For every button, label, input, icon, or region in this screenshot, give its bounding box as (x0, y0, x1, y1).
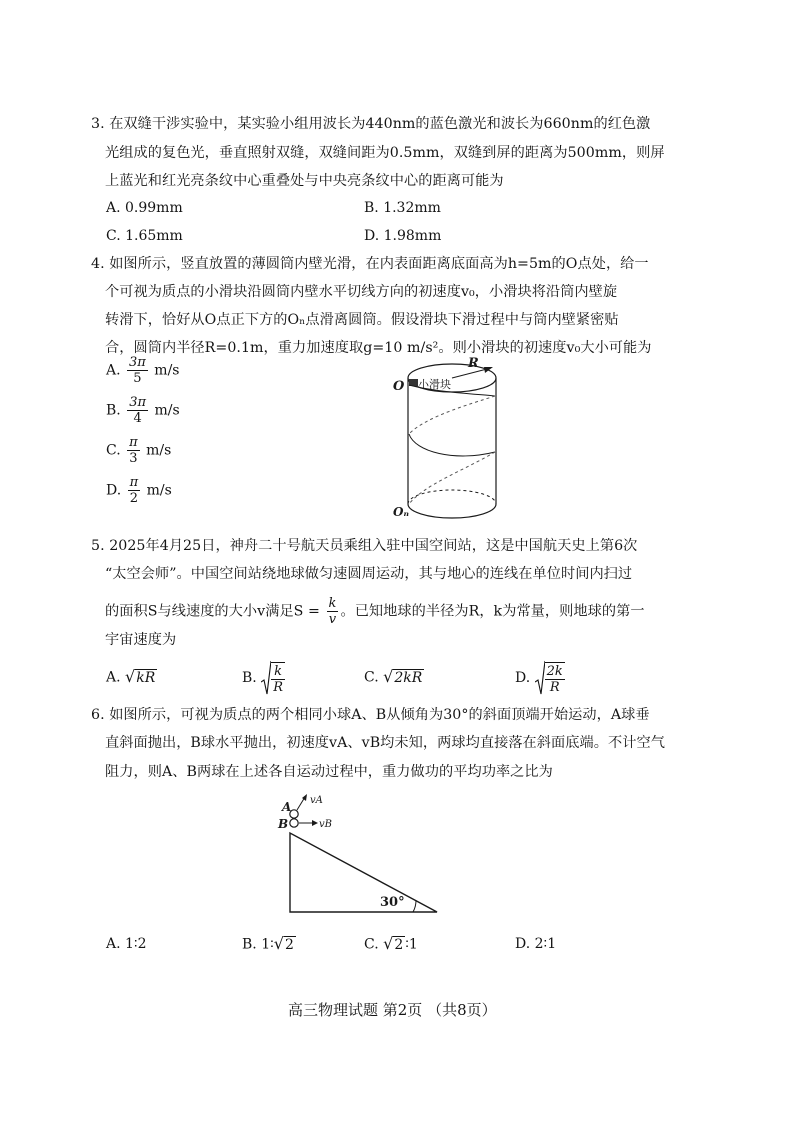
helix-back-2 (409, 452, 495, 504)
ball-b (290, 819, 298, 827)
fraction-denominator: 2 (129, 491, 139, 506)
fraction-denominator: 5 (133, 371, 142, 386)
q5-line-3-prefix: 的面积S与线速度的大小v满足S = (105, 603, 320, 620)
helix-front-2 (409, 434, 495, 456)
sqrt-expression (125, 667, 157, 688)
option-letter: A. (106, 362, 121, 379)
q3-line-3: 上蓝光和红光亮条纹中心重叠处与中央亮条纹中心的距离可能为 (105, 173, 504, 189)
radicand: 2 (284, 937, 294, 953)
radicand: 2kR (394, 670, 423, 686)
velocity-b-arrowhead (312, 820, 318, 826)
q6-option-b[interactable] (242, 934, 296, 955)
label-vB: vB (319, 819, 332, 830)
q3-line-2: 光组成的复色光，垂直照射双缝，双缝间距为0.5mm，双缝到屏的距离为500mm，则屏 (105, 145, 665, 161)
fraction (271, 662, 285, 695)
option-unit: m/s (146, 482, 172, 499)
fraction (127, 435, 140, 466)
fraction-numerator: π (129, 475, 139, 490)
q3-option-a[interactable]: A. 0.99mm (106, 200, 183, 216)
fraction (128, 475, 141, 506)
sqrt-expression (274, 934, 296, 955)
option-letter: C. (106, 442, 121, 459)
q3-option-c[interactable]: C. 1.65mm (106, 228, 183, 244)
option-value-prefix: 1∶ (261, 936, 274, 953)
radical-sign (261, 660, 271, 696)
fraction (127, 395, 148, 426)
label-R: R (468, 356, 479, 371)
fraction-denominator: v (328, 612, 337, 627)
option-value-suffix: ∶1 (405, 936, 418, 953)
q5-option-b[interactable] (242, 660, 285, 696)
option-letter: D. (515, 670, 531, 686)
option-value: 2∶1 (534, 936, 557, 952)
option-value: 1∶2 (125, 936, 147, 952)
q5-line-3-suffix: 。已知地球的半径为R，k为常量，则地球的第一 (340, 603, 645, 620)
option-letter: B. (242, 670, 257, 686)
q5-option-c[interactable] (364, 667, 424, 688)
q3-option-b[interactable]: B. 1.32mm (364, 200, 441, 216)
radical-sign: √ (125, 667, 136, 686)
q4-line-1: 4. 如图所示，竖直放置的薄圆筒内壁光滑，在内表面距离底面高为h=5m的O点处，给一 (91, 256, 649, 272)
label-A: A (282, 800, 292, 814)
fraction-denominator: R (549, 679, 560, 695)
q5-line-1: 5. 2025年4月25日，神舟二十号航天员乘组入驻中国空间站，这是中国航天史上第6次 (91, 538, 638, 554)
sqrt-expression (383, 934, 405, 955)
radical-sign: √ (383, 934, 394, 953)
q5-line-4: 宇宙速度为 (105, 632, 177, 648)
angle-label: 30° (380, 895, 405, 910)
option-letter: A. (106, 669, 121, 686)
q6-option-d[interactable] (515, 934, 556, 954)
radical-sign: √ (273, 934, 284, 953)
q3-line-1: 3. 在双缝干涉实验中，某实验小组用波长为440nm的蓝色激光和波长为660nm的红色激 (91, 116, 651, 132)
q5-option-a[interactable] (106, 667, 157, 688)
radicand: 2 (394, 937, 404, 953)
sqrt-fraction (535, 660, 565, 696)
label-B: B (278, 817, 289, 831)
option-unit: m/s (154, 402, 180, 419)
q4-line-4: 合，圆筒内半径R=0.1m，重力加速度取g=10 m/s²。则小滑块的初速度v₀大小可能为 (105, 340, 652, 356)
radical-sign (535, 660, 545, 696)
cylinder-bottom-front (408, 504, 496, 518)
q4-option-b[interactable] (106, 395, 180, 426)
fraction (545, 662, 565, 695)
label-On: Oₙ (393, 505, 409, 519)
q5-line-2: “太空会师”。中国空间站绕地球做匀速圆周运动，其与地心的连线在单位时间内扫过 (105, 566, 633, 582)
q5-line-3 (105, 596, 645, 627)
option-unit: m/s (154, 362, 180, 379)
q4-option-c[interactable] (106, 435, 171, 466)
fraction-numerator: π (129, 435, 138, 450)
option-unit: m/s (146, 442, 172, 459)
q4-line-2: 个可视为质点的小滑块沿圆筒内壁水平切线方向的初速度v₀，小滑块将沿筒内壁旋 (105, 284, 618, 300)
fraction-denominator: 3 (129, 451, 138, 466)
q6-line-3: 阻力，则A、B两球在上述各自运动过程中，重力做功的平均功率之比为 (105, 764, 553, 780)
q6-line-1: 6. 如图所示，可视为质点的两个相同小球A、B从倾角为30°的斜面顶端开始运动，A球垂 (91, 707, 650, 723)
fraction-k-over-v (327, 596, 339, 627)
fraction (127, 355, 148, 386)
fraction-denominator: 4 (133, 411, 142, 426)
option-letter: D. (106, 482, 122, 499)
q6-option-a[interactable] (106, 934, 146, 954)
option-letter: A. (106, 936, 121, 952)
option-letter: D. (515, 936, 531, 952)
radicand: kR (136, 670, 156, 686)
option-letter: C. (364, 936, 379, 953)
option-letter: B. (106, 402, 121, 419)
label-O: O (393, 379, 405, 394)
cylinder-bottom-back (408, 490, 496, 504)
fraction-numerator: 3π (129, 395, 147, 410)
fraction-numerator: 2k (546, 663, 563, 679)
q6-line-2: 直斜面抛出，B球水平抛出，初速度vA、vB均未知，两球均直接落在斜面底端。不计空气 (105, 735, 665, 751)
radical-sign: √ (383, 667, 394, 686)
page-footer: 高三物理试题 第2页 （共8页） (288, 1001, 497, 1019)
q6-option-c[interactable] (364, 934, 418, 955)
q3-option-d[interactable]: D. 1.98mm (364, 228, 442, 244)
fraction-denominator: R (273, 679, 283, 695)
cylinder-figure (385, 352, 515, 524)
q4-option-a[interactable] (106, 355, 179, 386)
sqrt-fraction (261, 660, 285, 696)
incline-figure (272, 790, 447, 916)
q4-option-d[interactable] (106, 475, 172, 506)
label-vA: vA (310, 795, 323, 806)
helix-back-1 (409, 396, 495, 434)
option-letter: C. (364, 669, 379, 686)
q4-line-3: 转滑下，恰好从O点正下方的Oₙ点滑离圆筒。假设滑块下滑过程中与筒内壁紧密贴 (105, 312, 619, 328)
q5-option-d[interactable] (515, 660, 565, 696)
fraction-numerator: 3π (129, 355, 146, 370)
fraction-numerator: k (328, 596, 337, 611)
sqrt-expression (383, 667, 424, 688)
angle-arc (413, 900, 416, 912)
label-slider-block: 小滑块 (418, 378, 451, 391)
incline-triangle (290, 833, 437, 912)
fraction-numerator: k (271, 664, 285, 680)
option-letter: B. (242, 936, 257, 953)
